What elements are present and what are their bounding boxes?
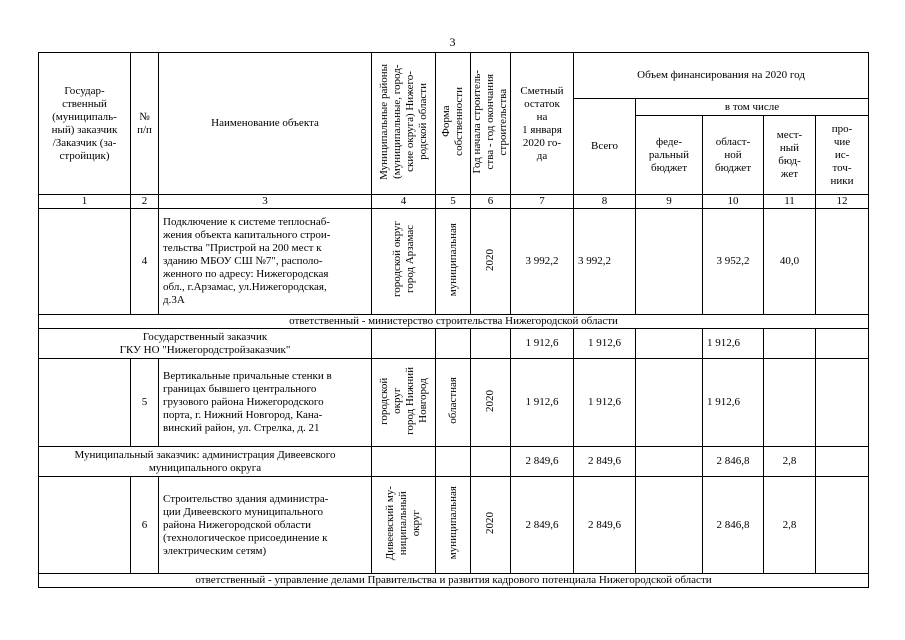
total-value: 1 912,6 [574, 329, 636, 359]
total-value: 2 849,6 [574, 447, 636, 477]
ownership: областная [436, 359, 471, 447]
regional-value: 2 846,8 [703, 447, 764, 477]
object-name: Подключение к системе теплоснаб- жения объекта капитального строи- тельства "Пристрой на 200 мест к зданию МБОУ СШ №7", располо- женного по адресу: Нижегородская обл., г.Арзамас, ул.Нижегородская, д.3А [159, 209, 372, 315]
district: городской округ город Нижний Новгород [372, 359, 436, 447]
year [471, 447, 511, 477]
object-name: Строительство здания администра- ции Дивеевского муниципального района Нижегородской области (технологическое присоединение к электрическим сетям) [159, 477, 372, 574]
other-value [816, 209, 869, 315]
federal-value [636, 209, 703, 315]
column-number: 7 [511, 195, 574, 209]
local-value [764, 329, 816, 359]
column-number: 11 [764, 195, 816, 209]
column-number: 3 [159, 195, 372, 209]
other-value [816, 447, 869, 477]
column-number: 9 [636, 195, 703, 209]
column-number: 5 [436, 195, 471, 209]
regional-value: 1 912,6 [703, 329, 764, 359]
other-value [816, 359, 869, 447]
header-num: № п/п [131, 53, 159, 195]
header-total: Всего [574, 99, 636, 195]
total-value: 2 849,6 [574, 477, 636, 574]
other-value [816, 329, 869, 359]
column-number: 12 [816, 195, 869, 209]
header-object-name: Наименование объекта [159, 53, 372, 195]
header-years: Год начала строитель- ства - год окончания строительства [471, 53, 511, 195]
customer-cell [39, 209, 131, 315]
federal-value [636, 359, 703, 447]
row-number: 4 [131, 209, 159, 315]
local-value: 2,8 [764, 477, 816, 574]
row-number: 6 [131, 477, 159, 574]
header-regional: област- ной бюджет [703, 116, 764, 195]
district [372, 447, 436, 477]
federal-value [636, 329, 703, 359]
header-customer: Государ- ственный (муниципаль- ный) заказчик /Заказчик (за- стройщик) [39, 53, 131, 195]
district: Дивеевский му- ниципальный округ [372, 477, 436, 574]
responsible-line: ответственный - министерство строительства Нижегородской области [39, 315, 869, 329]
other-value [816, 477, 869, 574]
year [471, 329, 511, 359]
group-customer-name: Государственный заказчик ГКУ НО "Нижегородстройзаказчик" [39, 329, 372, 359]
page-number: 3 [449, 35, 456, 49]
balance-value: 1 912,6 [511, 329, 574, 359]
column-number: 1 [39, 195, 131, 209]
table-row [39, 209, 869, 315]
header-ownership: Форма собственности [436, 53, 471, 195]
financing-table [38, 52, 869, 588]
row-number: 5 [131, 359, 159, 447]
ownership: муниципальная [436, 209, 471, 315]
regional-value: 1 912,6 [703, 359, 764, 447]
column-number: 4 [372, 195, 436, 209]
balance-value: 3 992,2 [511, 209, 574, 315]
regional-value: 3 952,2 [703, 209, 764, 315]
ownership: муниципальная [436, 477, 471, 574]
balance-value: 2 849,6 [511, 477, 574, 574]
column-number: 6 [471, 195, 511, 209]
balance-value: 2 849,6 [511, 447, 574, 477]
local-value: 40,0 [764, 209, 816, 315]
column-number: 10 [703, 195, 764, 209]
column-numbers-row [39, 195, 869, 209]
object-name: Вертикальные причальные стенки в границах бывшего центрального грузового района Нижегородского порта, г. Нижний Новгород, Кана- винский район, ул. Стрелка, д. 21 [159, 359, 372, 447]
regional-value: 2 846,8 [703, 477, 764, 574]
ownership [436, 329, 471, 359]
header-including: в том числе [636, 99, 869, 116]
header-federal: феде- ральный бюджет [636, 116, 703, 195]
header-balance: Сметный остаток на 1 января 2020 го- да [511, 53, 574, 195]
customer-cell [39, 359, 131, 447]
balance-value: 1 912,6 [511, 359, 574, 447]
header-districts: Муниципальные районы (муниципальные, город- ские округа) Нижего- родской области [372, 53, 436, 195]
local-value: 2,8 [764, 447, 816, 477]
group-customer-name: Муниципальный заказчик: администрация Дивеевского муниципального округа [39, 447, 372, 477]
local-value [764, 359, 816, 447]
table-row [39, 359, 869, 447]
district: городской округ город Арзамас [372, 209, 436, 315]
column-number: 8 [574, 195, 636, 209]
header-other: про- чие ис- точ- ники [816, 116, 869, 195]
ownership [436, 447, 471, 477]
header-funding-2020: Объем финансирования на 2020 год [574, 53, 869, 99]
year: 2020 [471, 359, 511, 447]
federal-value [636, 447, 703, 477]
year: 2020 [471, 477, 511, 574]
table-row [39, 477, 869, 574]
year: 2020 [471, 209, 511, 315]
header-local: мест- ный бюд- жет [764, 116, 816, 195]
federal-value [636, 477, 703, 574]
total-value: 1 912,6 [574, 359, 636, 447]
district [372, 329, 436, 359]
total-value: 3 992,2 [574, 209, 636, 315]
group-row [39, 329, 869, 359]
customer-cell [39, 477, 131, 574]
column-number: 2 [131, 195, 159, 209]
responsible-line: ответственный - управление делами Правительства и развития кадрового потенциала Нижегородской области [39, 574, 869, 588]
group-row [39, 447, 869, 477]
